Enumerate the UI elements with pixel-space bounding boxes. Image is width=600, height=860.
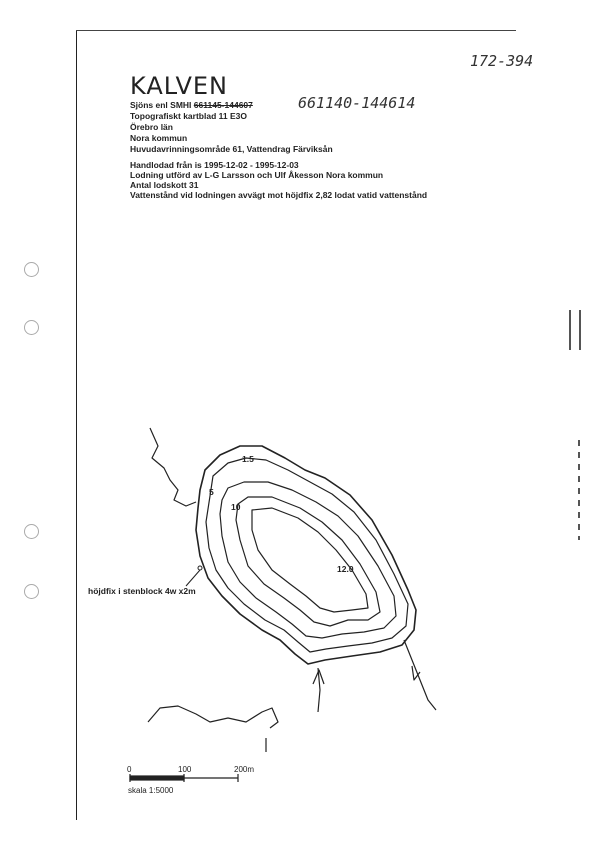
benchmark-label: höjdfix i stenblock 4w x2m	[88, 586, 196, 596]
water-level-line: Vattenstånd vid lodningen avvägt mot höjdfix 2,82 lodat vatid vattenstånd	[130, 190, 428, 200]
depth-contour-10	[236, 497, 380, 626]
benchmark-leader	[186, 570, 200, 586]
inflow-arrow-stream	[318, 668, 320, 712]
shoreline	[196, 446, 416, 664]
scale-tick-100: 100	[178, 765, 192, 774]
catalog-number: 172-394	[470, 52, 534, 70]
scale-tick-200: 200m	[234, 765, 255, 774]
scale-caption: skala 1:5000	[128, 786, 174, 795]
handwritten-lake-id: 661140-144614	[298, 94, 416, 112]
bottom-stream	[148, 706, 278, 728]
depth-contour-12	[252, 508, 368, 612]
benchmark-marker-icon	[198, 566, 202, 570]
inflow-stream	[150, 428, 196, 506]
smhi-struck-id: 661145-144607	[193, 100, 253, 110]
scale-tick-0: 0	[127, 765, 132, 774]
surveyor-line: Lodning utförd av L-G Larsson och Ulf Åkesson Nora kommun	[130, 170, 384, 180]
sounding-count-line: Antal lodskott 31	[130, 180, 199, 190]
lake-title: KALVEN	[130, 72, 229, 100]
scale-bar-fill	[130, 776, 184, 780]
county-line: Örebro län	[130, 122, 173, 132]
outflow-stream	[404, 640, 436, 710]
depth-label-1-5: 1.5	[242, 454, 254, 464]
depth-label-10: 10	[231, 502, 241, 512]
depth-label-5: 5	[209, 487, 214, 497]
depth-contour-1-5	[206, 458, 408, 652]
smhi-label: Sjöns enl SMHI	[130, 100, 192, 110]
map-sheet-line: Topografiskt kartblad 11 E3O	[130, 111, 247, 121]
survey-date-line: Handlodad från is 1995-12-02 - 1995-12-03	[130, 160, 299, 170]
municipality-line: Nora kommun	[130, 133, 188, 143]
depth-label-12: 12.0	[337, 564, 354, 574]
catchment-line: Huvudavrinningsområde 61, Vattendrag Färviksån	[130, 144, 333, 154]
